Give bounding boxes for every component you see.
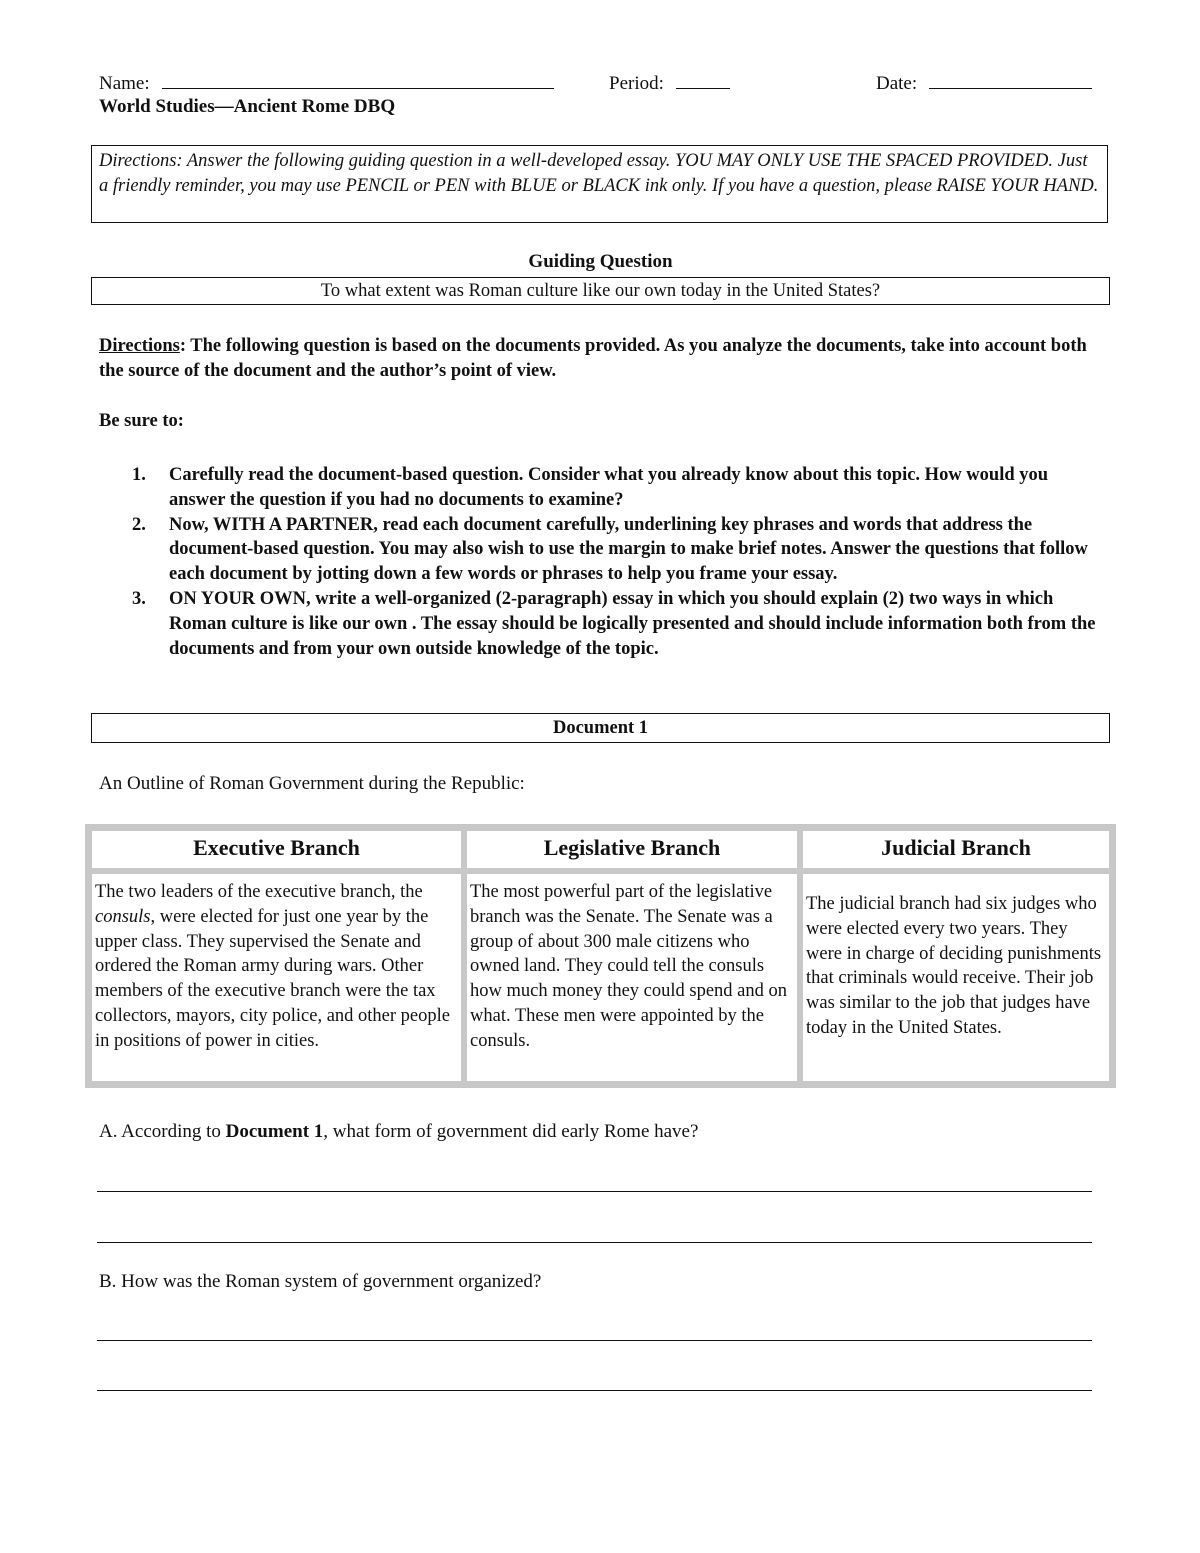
table-cell-executive (92, 874, 461, 1081)
table-header-judicial: Judicial Branch (803, 831, 1109, 868)
list-item (99, 587, 1099, 661)
table-header-executive: Executive Branch (92, 831, 461, 868)
date-label: Date: (876, 73, 918, 94)
executive-text-a: The two leaders of the executive branch, the (95, 882, 423, 902)
directions-text: : The following question is based on the documents provided. As you analyze the documents, take into account both the source of the document and the author’s point of view. (99, 336, 1087, 381)
step-number: 3. (132, 588, 146, 609)
step-text: Carefully read the document-based question. Consider what you already know about this topic. How would you answer the question if you had no documents to examine? (169, 465, 1049, 510)
be-sure-heading: Be sure to: (99, 411, 184, 431)
date-blank[interactable] (929, 70, 1092, 89)
answer-line[interactable] (97, 1191, 1092, 1192)
list-item (99, 463, 1099, 513)
answer-line[interactable] (97, 1340, 1092, 1341)
executive-text-b: , were elected for just one year by the upper class. They supervised the Senate and ordered the Roman army during wars. Other members of the executive branch were the tax collectors, mayors, city police, and other people in positions of power in cities. (95, 906, 450, 1051)
name-field[interactable] (99, 70, 554, 95)
steps-list (99, 463, 1099, 661)
document-1-intro: An Outline of Roman Government during the Republic: (99, 773, 525, 794)
step-number: 1. (132, 465, 146, 485)
step-text: ON YOUR OWN, write a well-organized (2-paragraph) essay in which you should explain (2) two ways in which Roman culture is like our own . The essay should be logically presented and should include information both from the documents and from your own outside knowledge of the topic. (169, 588, 1096, 659)
answer-line[interactable] (97, 1242, 1092, 1243)
question-a-pre: A. According to (99, 1121, 226, 1142)
directions-box: Directions: Answer the following guiding question in a well-developed essay. YOU MAY ONLY USE THE SPACED PROVIDED. Just a friendly reminder, you may use PENCIL or PEN with BLUE or BLACK ink only. If you have a question, please RAISE YOUR HAND. (91, 145, 1108, 223)
period-label: Period: (609, 73, 664, 94)
date-field[interactable] (876, 70, 1092, 95)
table-header-legislative: Legislative Branch (467, 831, 797, 868)
worksheet-title: World Studies—Ancient Rome DBQ (99, 96, 396, 117)
government-table (85, 824, 1116, 1088)
question-b: B. How was the Roman system of government organized? (99, 1271, 542, 1292)
name-blank[interactable] (162, 70, 554, 89)
consuls-term: consuls (95, 906, 151, 927)
name-label: Name: (99, 73, 150, 94)
step-number: 2. (132, 514, 146, 535)
answer-line[interactable] (97, 1390, 1092, 1391)
table-cell-legislative: The most powerful part of the legislative branch was the Senate. The Senate was a group of about 300 male citizens who owned land. They could tell the consuls how much money they could spend and on what. These men were appointed by the consuls. (467, 874, 797, 1081)
question-a-post: , what form of government did early Rome have? (323, 1121, 699, 1142)
question-a-bold: Document 1 (225, 1121, 324, 1142)
period-field[interactable] (609, 70, 730, 95)
table-cell-judicial: The judicial branch had six judges who were elected every two years. They were in charge of deciding punishments that criminals would receive. Their job was similar to the job that judges have today in the United States. (803, 874, 1109, 1081)
step-text: Now, WITH A PARTNER, read each document carefully, underlining key phrases and words that address the document-based question. You may also wish to use the margin to make brief notes. Answer the questions that follow each document by jotting down a few words or phrases to help you frame your essay. (169, 514, 1088, 585)
document-directions (99, 334, 1099, 384)
question-a (99, 1121, 698, 1143)
document-1-heading: Document 1 (91, 713, 1110, 743)
directions-label: Directions (99, 336, 180, 356)
list-item (99, 513, 1099, 587)
guiding-question-box: To what extent was Roman culture like our own today in the United States? (91, 277, 1110, 305)
guiding-question-title: Guiding Question (528, 251, 673, 272)
period-blank[interactable] (676, 70, 730, 89)
